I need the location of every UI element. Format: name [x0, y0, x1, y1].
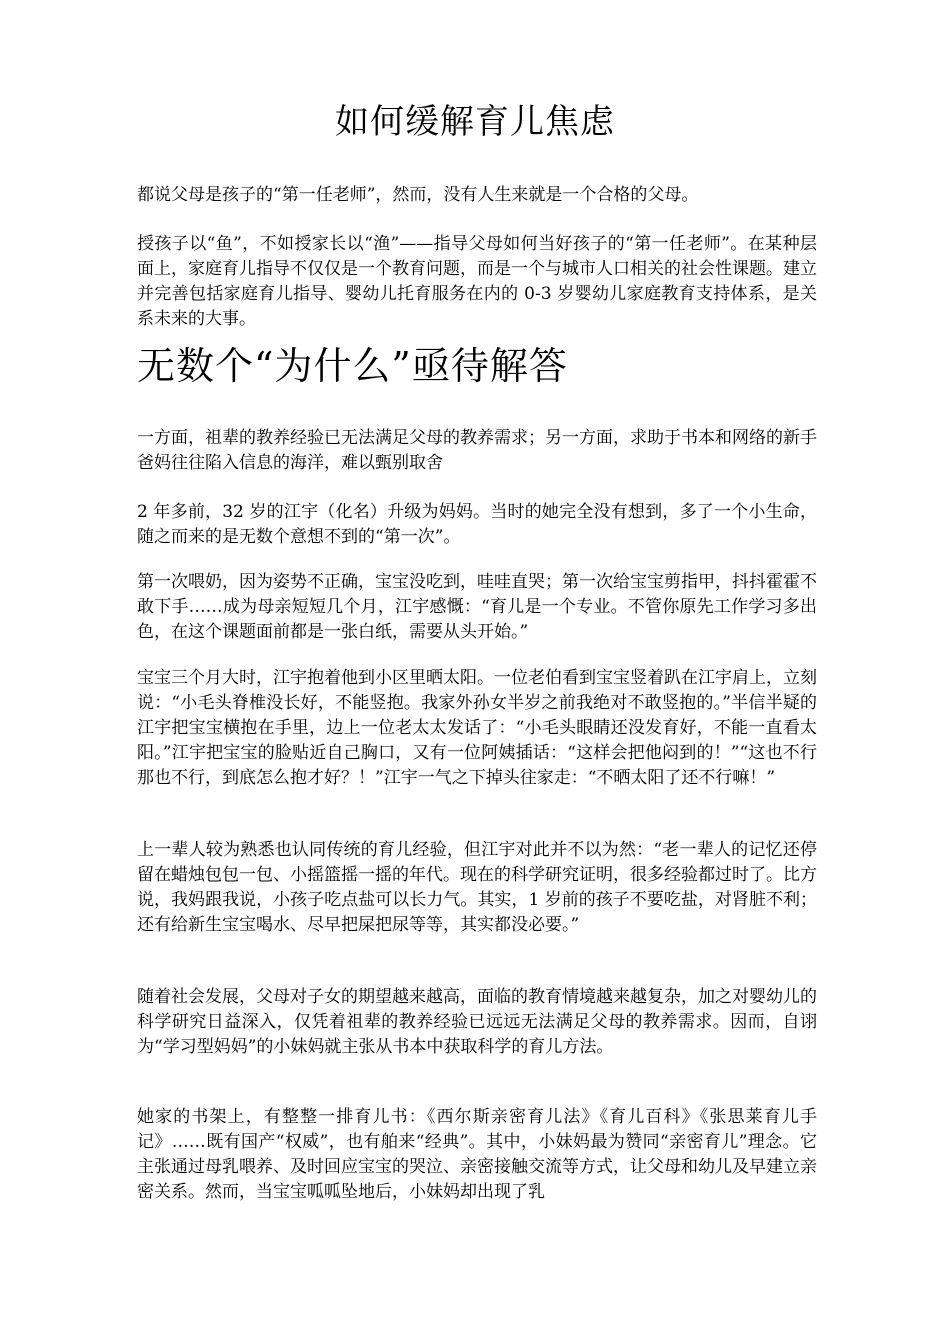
body-paragraph-6: 随着社会发展，父母对子女的期望越来越高，面临的教育情境越来越复杂，加之对婴幼儿的科学研究日益深入，仅凭着祖辈的教养经验已远远无法满足父母的教养需求。因而，自诩为“学习型妈妈”的小妹妈就主张从书本中获取科学的育儿方法。 — [137, 987, 817, 1057]
body-paragraph-4: 宝宝三个月大时，江宇抱着他到小区里晒太阳。一位老伯看到宝宝竖着趴在江宇肩上，立刻说：“小毛头脊椎没长好，不能竖抱。我家外孙女半岁之前我绝对不敢竖抱的。”半信半疑的江宇把宝宝横抱在手里，边上一位老太太发话了：“小毛头眼睛还没发育好，不能一直看太阳。”江宇把宝宝的脸贴近自己胸口，又有一位阿姨插话：“这样会把他闷到的！”“这也不行那也不行，到底怎么抱才好？！”江宇一气之下掉头往家走：“不晒太阳了还不行嘛！” — [137, 668, 817, 788]
intro-paragraph-1: 都说父母是孩子的“第一任老师”，然而，没有人生来就是一个合格的父母。 — [137, 185, 699, 205]
body-paragraph-7: 她家的书架上，有整整一排育儿书：《西尔斯亲密育儿法》《育儿百科》《张思莱育儿手记》……既有国产“权威”，也有舶来“经典”。其中，小妹妈最为赞同“亲密育儿”理念。它主张通过母乳喂养、及时回应宝宝的哭泣、亲密接触交流等方式，让父母和幼儿及早建立亲密关系。然而，当宝宝呱呱坠地后，小妹妈却出现了乳 — [137, 1107, 817, 1202]
body-paragraph-2: 2 年多前，32 岁的江宇（化名）升级为妈妈。当时的她完全没有想到，多了一个小生命，随之而来的是无数个意想不到的“第一次”。 — [137, 502, 817, 547]
section-heading: 无数个“为什么”亟待解答 — [137, 344, 568, 388]
body-paragraph-5: 上一辈人较为熟悉也认同传统的育儿经验，但江宇对此并不以为然：“老一辈人的记忆还停留在蜡烛包包一包、小摇篮摇一摇的年代。现在的科学研究证明，很多经验都过时了。比方说，我妈跟我说，小孩子吃点盐可以长力气。其实，1 岁前的孩子不要吃盐，对肾脏不利；还有给新生宝宝喝水、尽早把屎把尿等等，其实都没必要。” — [137, 840, 817, 935]
document-title: 如何缓解育儿焦虑 — [335, 102, 615, 142]
body-paragraph-1: 一方面，祖辈的教养经验已无法满足父母的教养需求；另一方面，求助于书本和网络的新手爸妈往往陷入信息的海洋，难以甄别取舍 — [137, 428, 817, 473]
intro-paragraph-2: 授孩子以“鱼”，不如授家长以“渔”——指导父母如何当好孩子的“第一任老师”。在某种层面上，家庭育儿指导不仅仅是一个教育问题，而是一个与城市人口相关的社会性课题。建立并完善包括家庭育儿指导、婴幼儿托育服务在内的 0-3 岁婴幼儿家庭教育支持体系，是关系未来的大事。 — [137, 234, 817, 329]
body-paragraph-3: 第一次喂奶，因为姿势不正确，宝宝没吃到，哇哇直哭；第一次给宝宝剪指甲，抖抖霍霍不敢下手……成为母亲短短几个月，江宇感慨：“育儿是一个专业。不管你原先工作学习多出色，在这个课题面前都是一张白纸，需要从头开始。” — [137, 572, 817, 642]
